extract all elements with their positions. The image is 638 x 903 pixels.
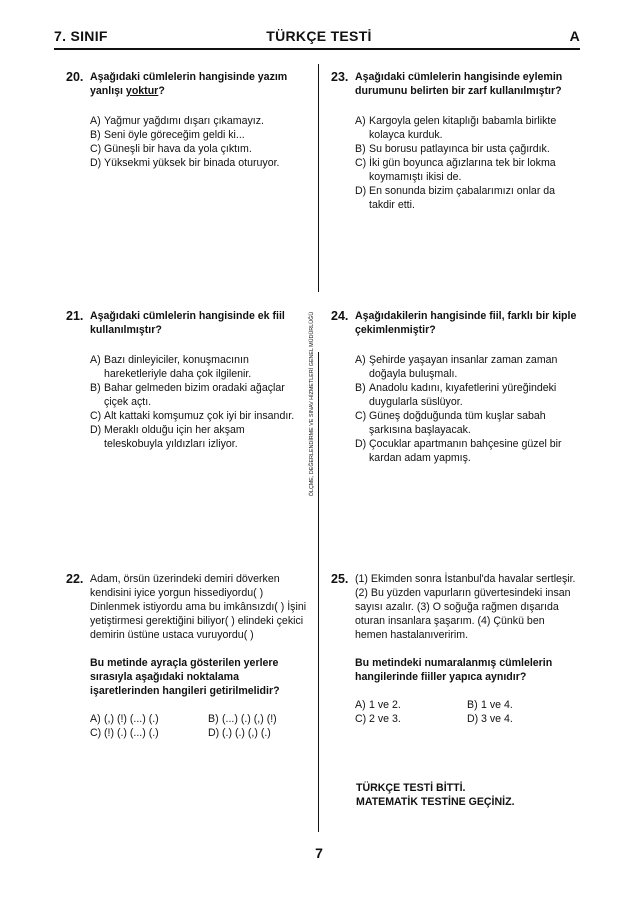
grade-label: 7. SINIF [54, 28, 108, 44]
question-20 [66, 70, 306, 170]
question-24 [331, 309, 579, 465]
option-c[interactable]: C) İki gün boyunca ağızlarına tek bir lokma koymamıştı ikisi de. [355, 157, 556, 183]
option-d[interactable]: D) Yüksekmi yüksek bir binada oturuyor. [90, 157, 280, 169]
question-25 [331, 572, 579, 726]
option-d[interactable]: D) Çocuklar apartmanın bahçesine güzel bir kardan adam yapmış. [355, 438, 562, 464]
question-number: 21. [66, 309, 84, 323]
option-d[interactable]: D) En sonunda bizim çabalarımızı onlar da takdir etti. [355, 185, 556, 211]
page-number: 7 [315, 845, 323, 861]
question-number: 24. [331, 309, 349, 323]
options [90, 114, 306, 170]
question-number: 22. [66, 572, 84, 586]
option-c[interactable]: C) Alt kattaki komşumuz çok iyi bir insandır. [90, 410, 295, 422]
option-c[interactable]: C) Güneşli bir hava da yola çıktım. [90, 143, 252, 155]
option-c[interactable]: C) Güneş doğduğunda tüm kuşlar sabah şarkısına başlayacak. [355, 410, 546, 436]
option-a[interactable]: A) 1 ve 2. [355, 699, 401, 711]
question-stem: Aşağıdakilerin hangisinde fiil, farklı bir kiple çekimlenmiştir? [355, 310, 577, 336]
option-a[interactable]: A) Şehirde yaşayan insanlar zaman zaman doğayla buluşmalı. [355, 354, 558, 380]
column-divider-top [318, 64, 319, 292]
option-d[interactable]: D) (.) (.) (,) (.) [208, 727, 271, 739]
option-d[interactable]: D) 3 ve 4. [467, 713, 513, 725]
question-number: 25. [331, 572, 349, 586]
question-number: 23. [331, 70, 349, 84]
question-stem: Aşağıdaki cümlelerin hangisinde eylemin durumunu belirten bir zarf kullanılmıştır? [355, 71, 563, 97]
question-paragraph: Adam, örsün üzerindeki demiri döverken kendisini iyice yorgun hissediyordu( ) Dinlenmek istiyordu ama bu imkânsızdı( ) İşini yetiştirmesi gerektiğini biliyor( ) elindeki çekici demirin üstüne ustaca vuruyordu( ) [90, 573, 307, 641]
end-notice-line1: TÜRKÇE TESTİ BİTTİ. [356, 782, 466, 794]
test-title: TÜRKÇE TESTİ [266, 28, 372, 44]
options [355, 353, 579, 465]
question-21 [66, 309, 300, 451]
options [355, 698, 579, 726]
option-b[interactable]: B) Anadolu kadını, kıyafetlerini yüreğindeki duygularla süslüyor. [355, 382, 557, 408]
option-b[interactable]: B) Seni öyle göreceğim geldi ki... [90, 129, 245, 141]
option-c[interactable]: C) (!) (.) (...) (.) [90, 727, 159, 739]
question-stem: Bu metinde ayraçla gösterilen yerlere sırasıyla aşağıdaki noktalama işaretlerinden hangileri getirilmelidir? [90, 657, 280, 697]
option-a[interactable]: A) Kargoyla gelen kitaplığı babamla birlikte kolayca kurduk. [355, 115, 557, 141]
options [355, 114, 579, 212]
end-notice-line2: MATEMATİK TESTİNE GEÇİNİZ. [356, 796, 515, 808]
underlined-word: yoktur [125, 85, 159, 97]
option-a[interactable]: A) Yağmur yağdımı dışarı çıkamayız. [90, 115, 264, 127]
option-a[interactable]: A) Bazı dinleyiciler, konuşmacının hareketleriyle daha çok ilgilenir. [90, 354, 252, 380]
header-rule [54, 48, 580, 50]
question-paragraph: (1) Ekimden sonra İstanbul'da havalar sertleşir. (2) Bu yüzden vapurların güvertesindeki insan sayısı azalır. (3) O soğuğa rağmen dışarıda oturan insanlara şaşarım. (4) Çünkü ben hemen hastalanıveririm. [355, 573, 576, 641]
question-23 [331, 70, 579, 212]
option-b[interactable]: B) Su borusu patlayınca bir usta çağırdık. [355, 143, 550, 155]
option-b[interactable]: B) Bahar gelmeden bizim oradaki ağaçlar çiçek açtı. [90, 382, 285, 408]
options [90, 353, 300, 451]
end-notice [356, 781, 515, 809]
option-d[interactable]: D) Meraklı olduğu için her akşam teleskobuyla yıldızları izliyor. [90, 424, 245, 450]
question-22 [66, 572, 310, 740]
option-b[interactable]: B) (...) (.) (,) (!) [208, 713, 277, 725]
option-c[interactable]: C) 2 ve 3. [355, 713, 401, 725]
side-vertical-text: ÖLÇME, DEĞERLENDİRME VE SINAV HİZMETLERİ GENEL MÜDÜRLÜĞÜ [309, 311, 315, 497]
question-number: 20. [66, 70, 84, 84]
options [90, 712, 310, 740]
booklet-letter: A [569, 28, 580, 44]
option-b[interactable]: B) 1 ve 4. [467, 699, 513, 711]
question-stem: Aşağıdaki cümlelerin hangisinde yazım yanlışı yoktur? [90, 71, 288, 97]
question-stem: Aşağıdaki cümlelerin hangisinde ek fiil kullanılmıştır? [90, 310, 285, 336]
question-stem: Bu metindeki numaralanmış cümlelerin hangilerinde fiiller yapıca aynıdır? [355, 657, 553, 683]
option-a[interactable]: A) (,) (!) (...) (.) [90, 713, 159, 725]
